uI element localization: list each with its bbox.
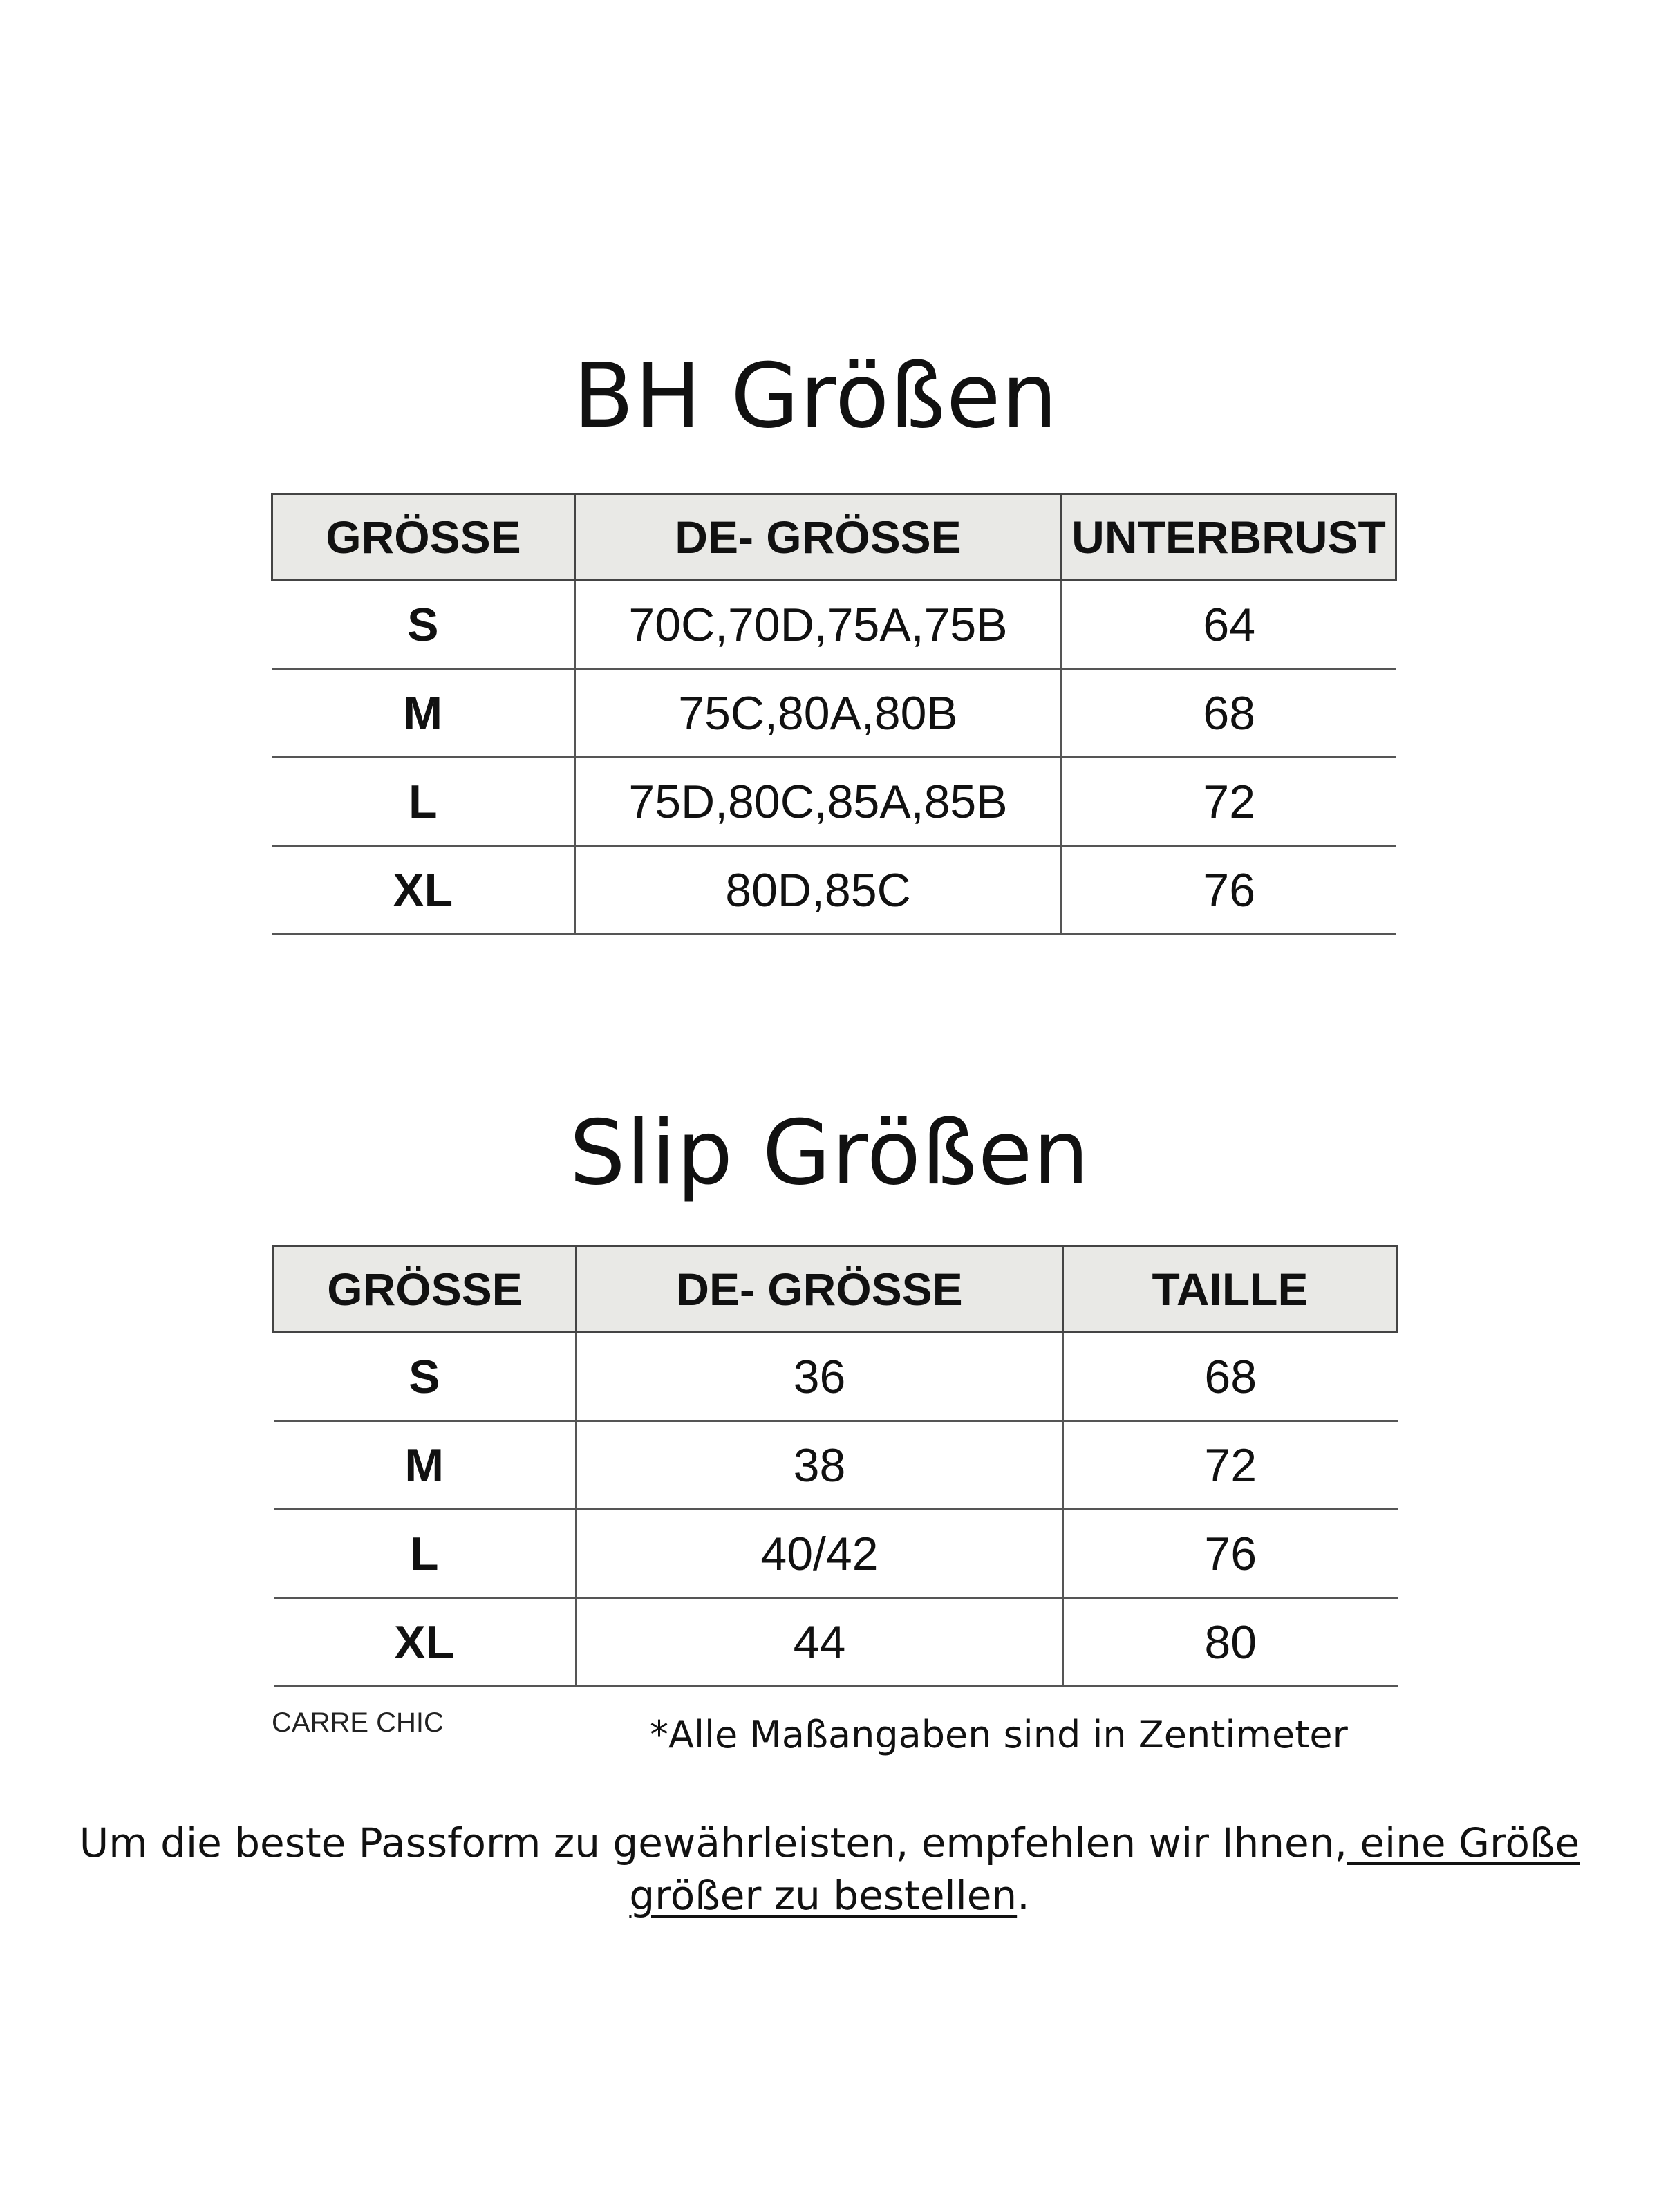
recommendation-end: . xyxy=(1017,1872,1030,1919)
size-cell: L xyxy=(272,758,575,846)
table-row xyxy=(272,846,1396,935)
bh-size-table xyxy=(271,493,1397,935)
recommendation-text: Um die beste Passform zu gewährleisten, empfehlen wir Ihnen, xyxy=(79,1819,1347,1866)
size-cell: XL xyxy=(272,846,575,935)
table-row xyxy=(272,581,1396,669)
table-row xyxy=(274,1421,1398,1510)
header-size: GRÖSSE xyxy=(274,1246,577,1333)
table-row xyxy=(272,669,1396,758)
table-row xyxy=(274,1333,1398,1421)
header-underbust: UNTERBRUST xyxy=(1062,494,1396,581)
bh-sizes-title: BH Größen xyxy=(573,345,1058,448)
header-de-size: DE- GRÖSSE xyxy=(575,494,1062,581)
waist-cell: 76 xyxy=(1063,1510,1398,1598)
table-header-row xyxy=(274,1246,1398,1333)
underbust-cell: 72 xyxy=(1062,758,1396,846)
slip-sizes-title: Slip Größen xyxy=(569,1102,1090,1205)
waist-cell: 68 xyxy=(1063,1333,1398,1421)
waist-cell: 80 xyxy=(1063,1598,1398,1687)
slip-size-table xyxy=(272,1245,1398,1687)
fit-recommendation xyxy=(28,1817,1631,1922)
table-row xyxy=(274,1510,1398,1598)
size-cell: L xyxy=(274,1510,577,1598)
de-size-cell: 75D,80C,85A,85B xyxy=(575,758,1062,846)
underbust-cell: 68 xyxy=(1062,669,1396,758)
header-size: GRÖSSE xyxy=(272,494,575,581)
size-cell: M xyxy=(274,1421,577,1510)
table-row xyxy=(274,1598,1398,1687)
de-size-cell: 80D,85C xyxy=(575,846,1062,935)
header-de-size: DE- GRÖSSE xyxy=(577,1246,1063,1333)
table-row xyxy=(272,758,1396,846)
header-waist: TAILLE xyxy=(1063,1246,1398,1333)
table-header-row xyxy=(272,494,1396,581)
measurement-note: *Alle Maßangaben sind in Zentimeter xyxy=(650,1713,1348,1756)
size-cell: S xyxy=(274,1333,577,1421)
de-size-cell: 40/42 xyxy=(577,1510,1063,1598)
underbust-cell: 64 xyxy=(1062,581,1396,669)
waist-cell: 72 xyxy=(1063,1421,1398,1510)
brand-name: CARRE CHIC xyxy=(272,1707,444,1738)
de-size-cell: 44 xyxy=(577,1598,1063,1687)
de-size-cell: 36 xyxy=(577,1333,1063,1421)
size-cell: XL xyxy=(274,1598,577,1687)
de-size-cell: 70C,70D,75A,75B xyxy=(575,581,1062,669)
size-cell: M xyxy=(272,669,575,758)
size-up-link[interactable]: eine Größe größer zu bestellen xyxy=(629,1819,1580,1919)
de-size-cell: 38 xyxy=(577,1421,1063,1510)
size-cell: S xyxy=(272,581,575,669)
de-size-cell: 75C,80A,80B xyxy=(575,669,1062,758)
underbust-cell: 76 xyxy=(1062,846,1396,935)
